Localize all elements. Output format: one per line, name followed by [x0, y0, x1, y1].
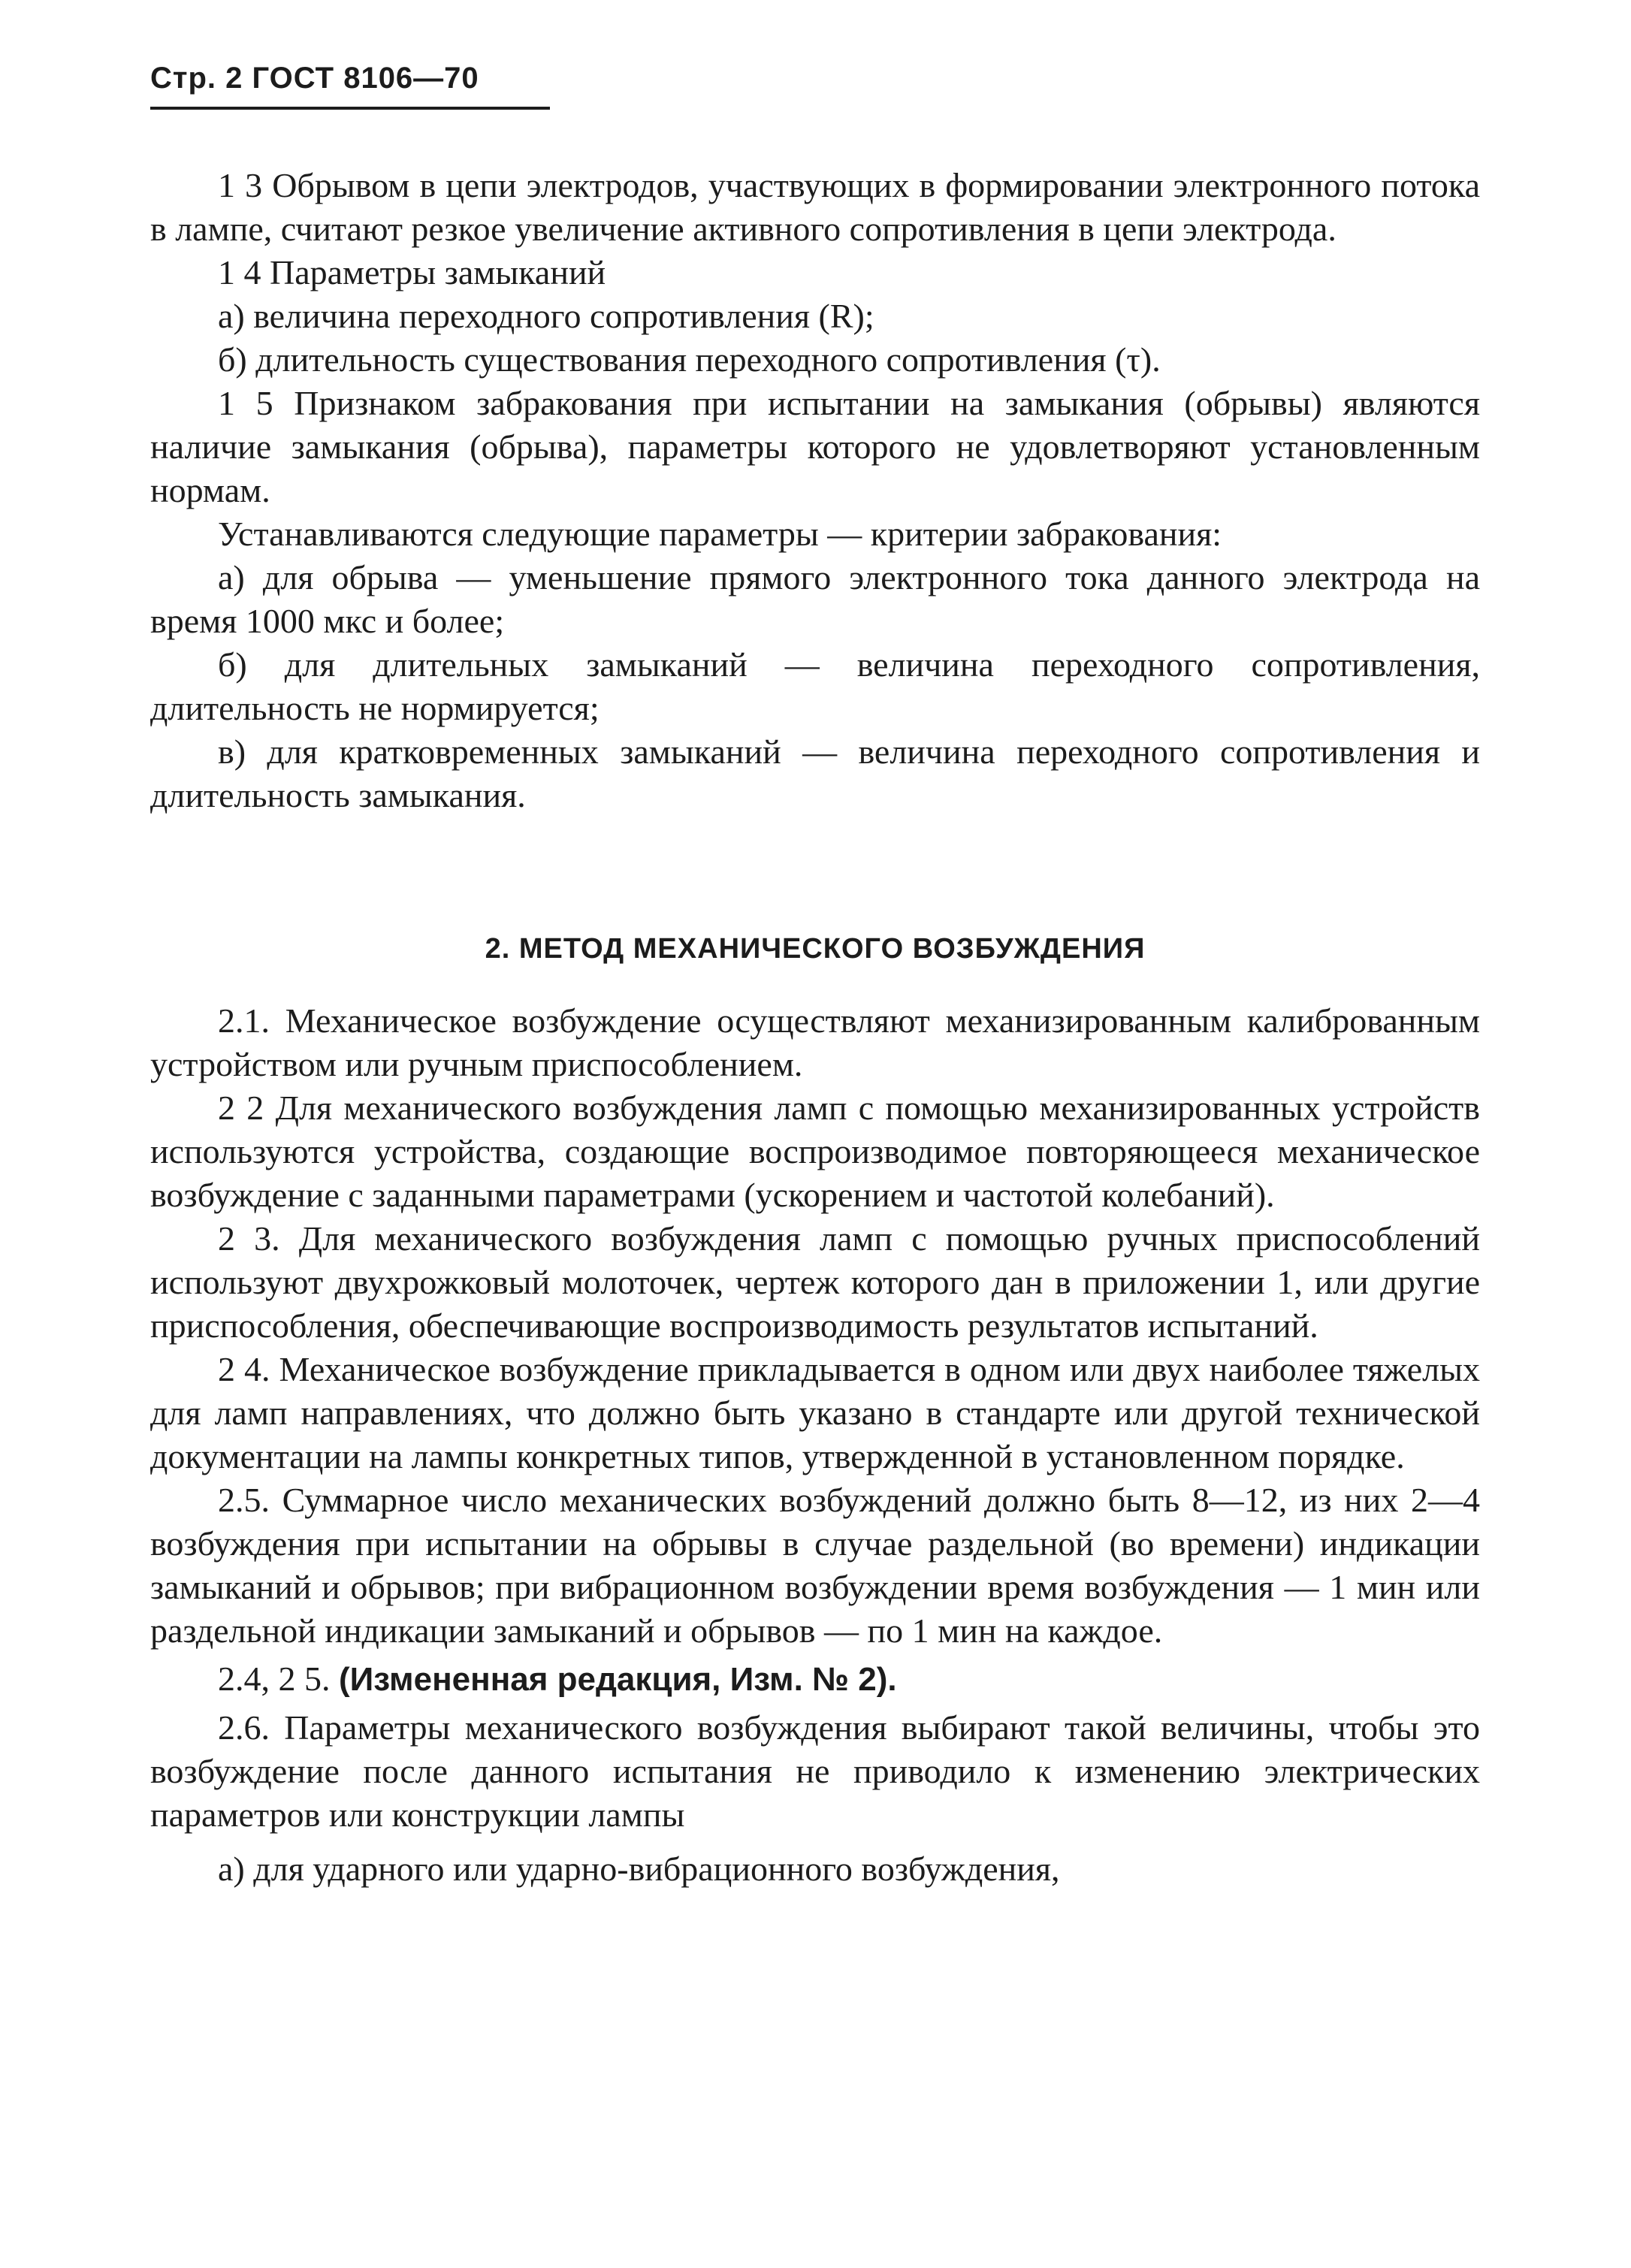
paragraph-2-1: 2.1. Механическое возбуждение осуществляют механизированным калиброванным устройством или ручным приспособлением. — [150, 1001, 1480, 1083]
paragraph-1-5-b: б) для длительных замыканий — величина переходного сопротивления, длительность не нормируется; — [150, 645, 1480, 727]
page-header: Стр. 2 ГОСТ 8106—70 — [150, 62, 479, 95]
paragraph-2-6: 2.6. Параметры механического возбуждения выбирают такой величины, чтобы это возбуждение после данного испытания не приводило к изменению электрических параметров или конструкции лампы — [150, 1708, 1480, 1834]
section-1-body — [150, 164, 1480, 817]
paragraph-1-4-a: а) величина переходного сопротивления (R); — [218, 297, 874, 335]
amendment-clauses: 2.4, 2 5. — [218, 1659, 331, 1698]
section-2-body — [150, 999, 1480, 1891]
paragraph-2-5: 2.5. Суммарное число механических возбуждений должно быть 8—12, из них 2—4 возбуждения при испытании на обрывы в случае раздельной (во времени) индикации замыканий и обрывов; при вибрационном возбуждении время возбуждения — 1 мин или раздельной индикации замыканий и обрывов — по 1 мин на каждое. — [150, 1481, 1480, 1650]
amendment-note — [150, 1657, 1480, 1702]
paragraph-2-6-a: а) для ударного или ударно-вибрационного возбуждения, — [218, 1850, 1060, 1888]
paragraph-2-2: 2 2 Для механического возбуждения ламп с помощью механизированных устройств используются устройства, создающие воспроизводимое повторяющееся механическое возбуждение с заданными параметрами (ускорением и частотой колебаний). — [150, 1089, 1480, 1214]
paragraph-1-5: 1 5 Признаком забракования при испытании на замыкания (обрывы) являются наличие замыкания (обрыва), параметры которого не удовлетворяют установленным нормам. — [150, 384, 1480, 509]
paragraph-2-3: 2 3. Для механического возбуждения ламп с помощью ручных приспособлений используют двухрожковый молоточек, чертеж которого дан в приложении 1, или другие приспособления, обеспечивающие воспроизводимость результатов испытаний. — [150, 1219, 1480, 1345]
paragraph-2-4: 2 4. Механическое возбуждение прикладывается в одном или двух наиболее тяжелых для ламп направлениях, что должно быть указано в стандарте или другой технической документации на лампы конкретных типов, утвержденной в установленном порядке. — [150, 1350, 1480, 1475]
paragraph-1-5-c: в) для кратковременных замыканий — величина переходного сопротивления и длительность замыкания. — [150, 732, 1480, 814]
paragraph-1-5-a: а) для обрыва — уменьшение прямого электронного тока данного электрода на время 1000 мкс и более; — [150, 558, 1480, 640]
paragraph-1-3: 1 3 Обрывом в цепи электродов, участвующих в формировании электронного потока в лампе, считают резкое увеличение активного сопротивления в цепи электрода. — [150, 166, 1480, 248]
paragraph-1-4-b: б) длительность существования переходного сопротивления (τ). — [218, 340, 1161, 379]
paragraph-1-5-intro: Устанавливаются следующие параметры — критерии забракования: — [218, 515, 1222, 553]
section-2-title: 2. МЕТОД МЕХАНИЧЕСКОГО ВОЗБУЖДЕНИЯ — [485, 933, 1146, 965]
paragraph-1-4: 1 4 Параметры замыканий — [218, 253, 606, 291]
amendment-text: (Измененная редакция, Изм. № 2). — [339, 1661, 897, 1698]
header-rule — [150, 107, 550, 110]
